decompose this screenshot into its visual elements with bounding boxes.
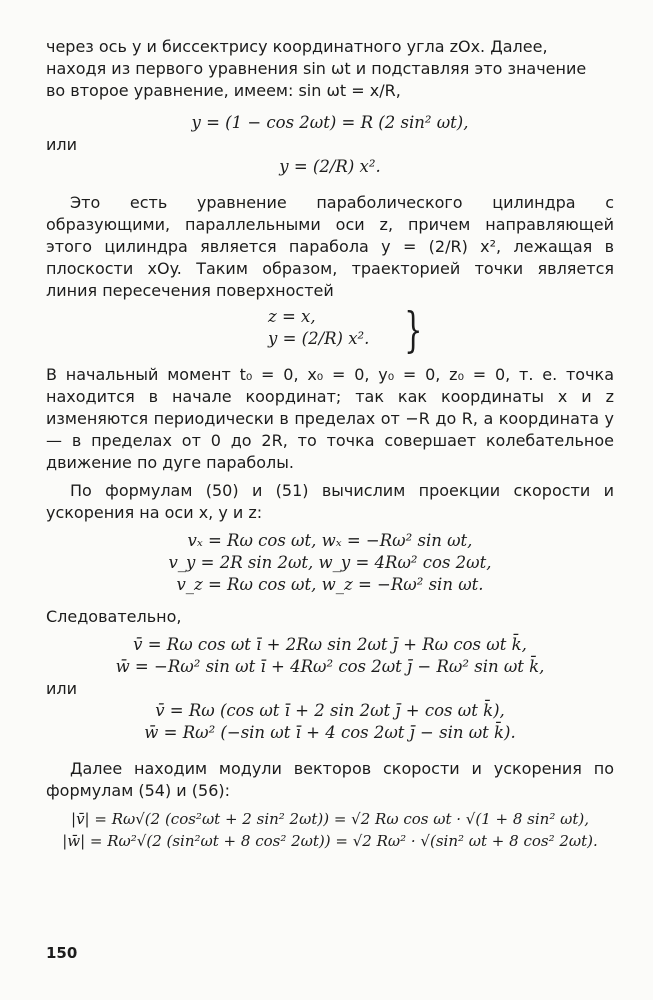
modulus-w: |w̄| = Rω²√(2 (sin²ωt + 8 cos² 2ωt)) = √2 Rω² · √(sin² ωt + 8 cos² 2ωt). [62, 832, 598, 850]
system-line-2: y = (2/R) x². [268, 329, 370, 348]
or-label-2: или [46, 679, 78, 698]
equation-system [46, 302, 614, 360]
projection-z: v_z = Rω cos ωt, w_z = −Rω² sin ωt. [176, 575, 484, 594]
vector-w-factored: w̄ = Rω² (−sin ωt ī + 4 cos 2ωt j̄ − sin ωt k̄). [144, 723, 516, 742]
vector-v-factored: v̄ = Rω (cos ωt ī + 2 sin 2ωt j̄ + cos ωt k̄), [155, 701, 505, 720]
page-body [46, 36, 614, 852]
modulus-v: |v̄| = Rω√(2 (cos²ωt + 2 sin² 2ωt)) = √2 Rω cos ωt · √(1 + 8 sin² ωt), [71, 810, 589, 828]
equation-parabola: y = (2/R) x². [279, 157, 381, 176]
vector-v: v̄ = Rω cos ωt ī + 2Rω sin 2ωt j̄ + Rω cos ωt k̄, [133, 635, 527, 654]
paragraph-cylinder: Это есть уравнение параболического цилиндра с образующими, параллельными оси z, причем направляющей этого цилиндра является парабола y = (2/R) x², лежащая в плоскости xOy. Таким образом, траекторией точки является линия пересечения поверхностей [46, 193, 614, 300]
intro-line-3: во второе уравнение, имеем: sin ωt = x/R, [46, 81, 401, 100]
vector-w: w̄ = −Rω² sin ωt ī + 4Rω² cos 2ωt j̄ − Rω² sin ωt k̄, [115, 657, 545, 676]
paragraph-moduli: Далее находим модули векторов скорости и ускорения по формулам (54) и (56): [46, 759, 614, 800]
intro-line-1: через ось y и биссектрису координатного угла zOx. Далее, [46, 37, 548, 56]
page-number: 150 [46, 944, 78, 962]
equation-y-cos: y = (1 − cos 2ωt) = R (2 sin² ωt), [191, 113, 469, 132]
system-brace: } [404, 302, 423, 358]
paragraph-projections: По формулам (50) и (51) вычислим проекции скорости и ускорения на оси x, y и z: [46, 481, 614, 522]
system-line-1: z = x, [268, 307, 316, 326]
or-label-1: или [46, 135, 78, 154]
intro-line-2: находя из первого уравнения sin ωt и подставляя это значение [46, 59, 587, 78]
hence-label: Следовательно, [46, 607, 182, 626]
paragraph-initial-moment: В начальный момент t₀ = 0, x₀ = 0, y₀ = 0, z₀ = 0, т. е. точка находится в начале координат; так как координаты x и z изменяются периодически в пределах от −R до R, а координата y — в пределах от 0 до 2R, то точка совершает колебательное движение по дуге параболы. [46, 365, 614, 472]
projection-y: v_y = 2R sin 2ωt, w_y = 4Rω² cos 2ωt, [168, 553, 492, 572]
projection-x: vₓ = Rω cos ωt, wₓ = −Rω² sin ωt, [187, 531, 473, 550]
